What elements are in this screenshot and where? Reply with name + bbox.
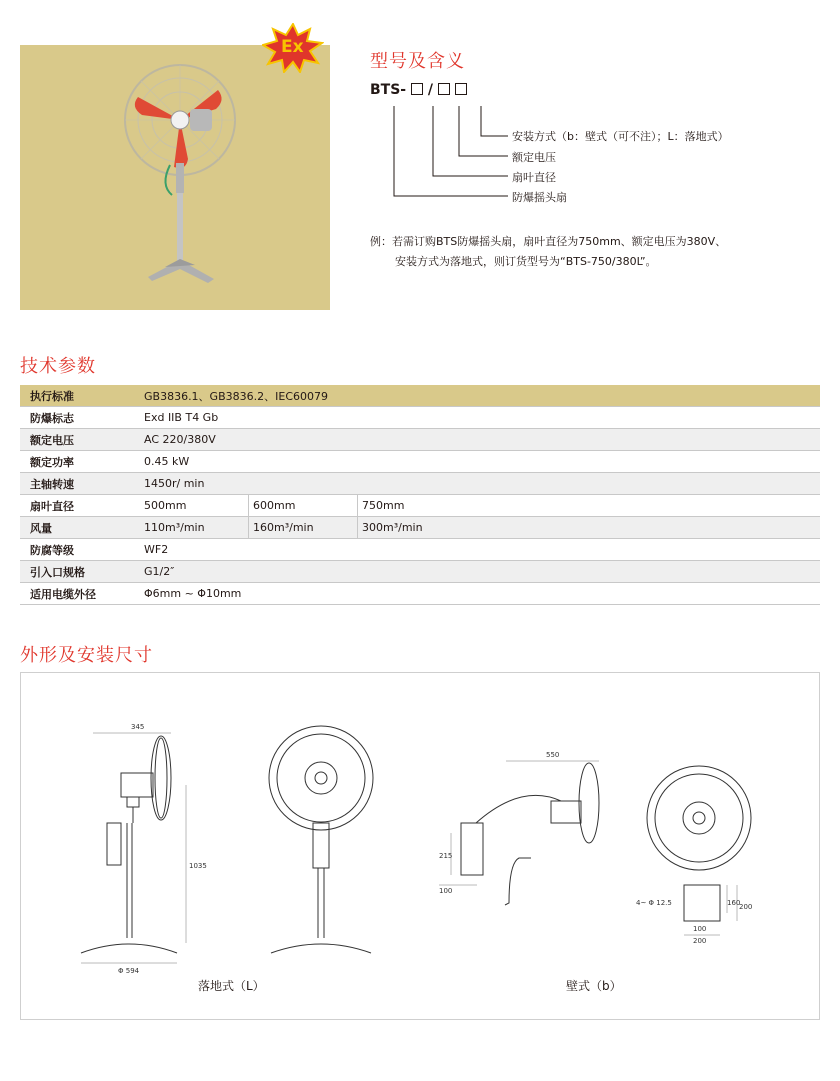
row-value: AC 220/380V [140,429,820,451]
wall-caption: 壁式（b） [566,979,622,993]
model-diagram-lines [380,96,510,206]
row-value: WF2 [140,539,820,561]
wall-dim-plate-h: 200 [739,903,753,911]
floor-dim-base: Φ 594 [118,967,140,975]
row-value: 750mm [358,495,821,517]
row-value: GB3836.1、GB3836.2、IEC60079 [140,385,820,407]
row-label: 适用电缆外径 [20,583,140,605]
row-label: 引入口规格 [20,561,140,583]
row-value: Φ6mm ~ Φ10mm [140,583,820,605]
wall-dim-height: 215 [439,852,453,860]
wall-dim-hole: 4~ Φ 12.5 [636,899,672,907]
row-value: 0.45 kW [140,451,820,473]
tech-section-title: 技术参数 [20,356,96,377]
wall-dim-plate-w: 200 [693,937,707,945]
table-row [20,451,820,473]
row-label: 主轴转速 [20,473,140,495]
row-value: 500mm [140,495,249,517]
table-row [20,407,820,429]
model-label-fan: 防爆摇头扇 [512,191,567,204]
placeholder-box-2 [438,83,450,95]
table-row [20,517,820,539]
table-row [20,385,820,407]
row-label: 额定电压 [20,429,140,451]
table-row [20,495,820,517]
table-row [20,429,820,451]
model-example [370,232,726,272]
model-label-diameter: 扇叶直径 [512,171,556,184]
row-label: 扇叶直径 [20,495,140,517]
wall-dim-offset: 100 [439,887,453,895]
wall-dim-depth: 550 [546,751,560,759]
model-label-install: 安装方式（b：壁式（可不注）；L：落地式） [512,130,729,143]
row-label: 风量 [20,517,140,539]
table-row [20,561,820,583]
model-section-title: 型号及含义 [370,51,465,72]
table-row [20,539,820,561]
example-line-1: 例：若需订购BTS防爆摇头扇，扇叶直径为750mm、额定电压为380V、 [370,235,727,248]
placeholder-box-1 [411,83,423,95]
product-photo [20,45,330,310]
model-code-separator: / [427,82,433,98]
ex-badge [262,23,324,73]
tech-params-table [20,385,820,605]
wall-dim-plate-inner: 100 [693,925,707,933]
table-row [20,473,820,495]
placeholder-box-3 [455,83,467,95]
row-label: 额定功率 [20,451,140,473]
wall-dim-plate-inner-h: 160 [727,899,741,907]
floor-dim-height: 1035 [189,862,207,870]
row-value: 160m³/min [249,517,358,539]
row-value: Exd IIB T4 Gb [140,407,820,429]
table-row [20,583,820,605]
row-value: 1450r/ min [140,473,820,495]
model-code-prefix: BTS- [370,82,407,98]
dimension-section-title: 外形及安装尺寸 [20,645,153,666]
row-value: 110m³/min [140,517,249,539]
row-label: 防腐等级 [20,539,140,561]
example-line-2: 安装方式为落地式，则订货型号为“BTS-750/380L”。 [395,255,657,268]
row-label: 防爆标志 [20,407,140,429]
ex-badge-text: Ex [281,37,304,57]
row-value: 300m³/min [358,517,821,539]
model-label-voltage: 额定电压 [512,151,556,164]
row-value: 600mm [249,495,358,517]
floor-dim-depth: 345 [131,723,145,731]
row-value: G1/2″ [140,561,820,583]
dimension-drawings [21,673,819,1019]
floor-caption: 落地式（L） [198,979,265,993]
dimension-drawing-frame [20,672,820,1020]
row-label: 执行标准 [20,385,140,407]
